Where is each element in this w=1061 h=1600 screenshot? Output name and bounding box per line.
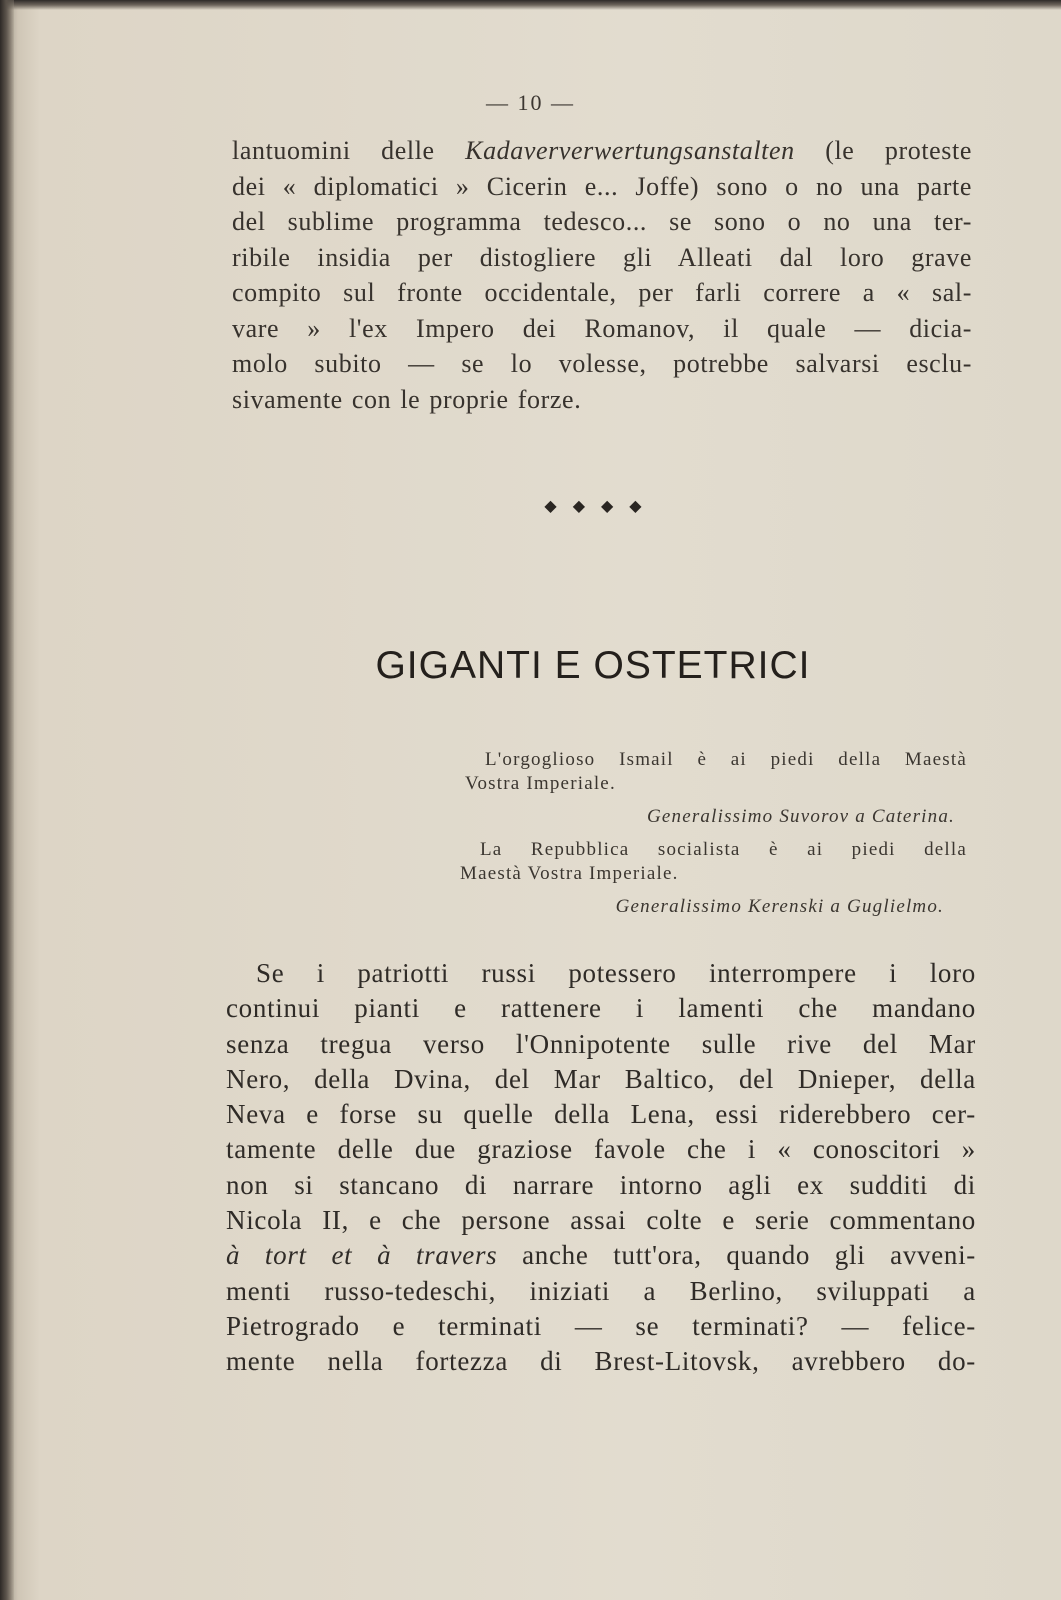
epigraph-2-line-1: La Repubblica socialista è ai piedi della xyxy=(480,839,967,860)
page-number: — 10 — xyxy=(486,90,575,115)
page-top-shadow xyxy=(0,0,1061,10)
text-line: Nicola II, e che persone assai colte e serie commentano xyxy=(226,1205,976,1236)
epigraph-2-line-2: Maestà Vostra Imperiale. xyxy=(460,863,679,884)
text-line: compito sul fronte occidentale, per farli correre a « sal- xyxy=(232,278,972,307)
text-line: mente nella fortezza di Brest-Litovsk, avrebbero do- xyxy=(226,1346,976,1377)
epigraph-1-attribution: Generalissimo Suvorov a Caterina. xyxy=(646,806,955,827)
italic-phrase: Kadaververwertungsanstalten xyxy=(465,136,795,165)
text-line: continui pianti e rattenere i lamenti che mandano xyxy=(226,993,976,1024)
epigraph-2-attribution: Generalissimo Kerenski a Guglielmo. xyxy=(615,896,944,917)
text-line: tamente delle due graziose favole che i « conoscitori » xyxy=(226,1134,976,1165)
section-ornament: ◆ ◆ ◆ ◆ xyxy=(544,498,648,515)
epigraph-1 xyxy=(465,748,967,796)
binding-edge xyxy=(0,0,14,1600)
text-line: senza tregua verso l'Onnipotente sulle rive del Mar xyxy=(226,1028,976,1059)
text-line: menti russo-tedeschi, iniziati a Berlino, sviluppati a xyxy=(226,1275,976,1306)
text-line: Pietrogrado e terminati — se terminati? — felice- xyxy=(226,1310,976,1341)
epigraph-1-line-2: Vostra Imperiale. xyxy=(465,773,616,794)
epigraph-1-line-1: L'orgoglioso Ismail è ai piedi della Maestà xyxy=(485,749,967,770)
text-line: Se i patriotti russi potessero interrompere i loro xyxy=(256,958,976,988)
text-line: vare » l'ex Impero dei Romanov, il quale — dicia- xyxy=(232,313,972,343)
text-line: molo subito — se lo volesse, potrebbe salvarsi esclu- xyxy=(232,349,972,378)
text-line: dei « diplomatici » Cicerin e... Joffe) sono o no una parte xyxy=(232,171,972,201)
chapter-title: GIGANTI E OSTETRICI xyxy=(375,644,811,687)
body-paragraph xyxy=(226,956,976,1380)
text-line: Neva e forse su quelle della Lena, essi riderebbero cer- xyxy=(226,1099,976,1130)
italic-phrase: à tort et à travers xyxy=(226,1240,498,1271)
continuation-paragraph xyxy=(232,133,972,417)
text-line: lantuomini delle Kadaververwertungsanstalten (le proteste xyxy=(232,136,972,165)
text-line: sivamente con le proprie forze. xyxy=(232,384,582,414)
text-line: à tort et à travers anche tutt'ora, quando gli avveni- xyxy=(226,1240,976,1271)
text-line: ribile insidia per distogliere gli Alleati dal loro grave xyxy=(232,242,972,272)
epigraph-2 xyxy=(460,838,967,886)
text-line: Nero, della Dvina, del Mar Baltico, del Dnieper, della xyxy=(226,1063,976,1094)
text-line: non si stancano di narrare intorno agli ex sudditi di xyxy=(226,1169,976,1200)
text-line: del sublime programma tedesco... se sono o no una ter- xyxy=(232,207,972,236)
